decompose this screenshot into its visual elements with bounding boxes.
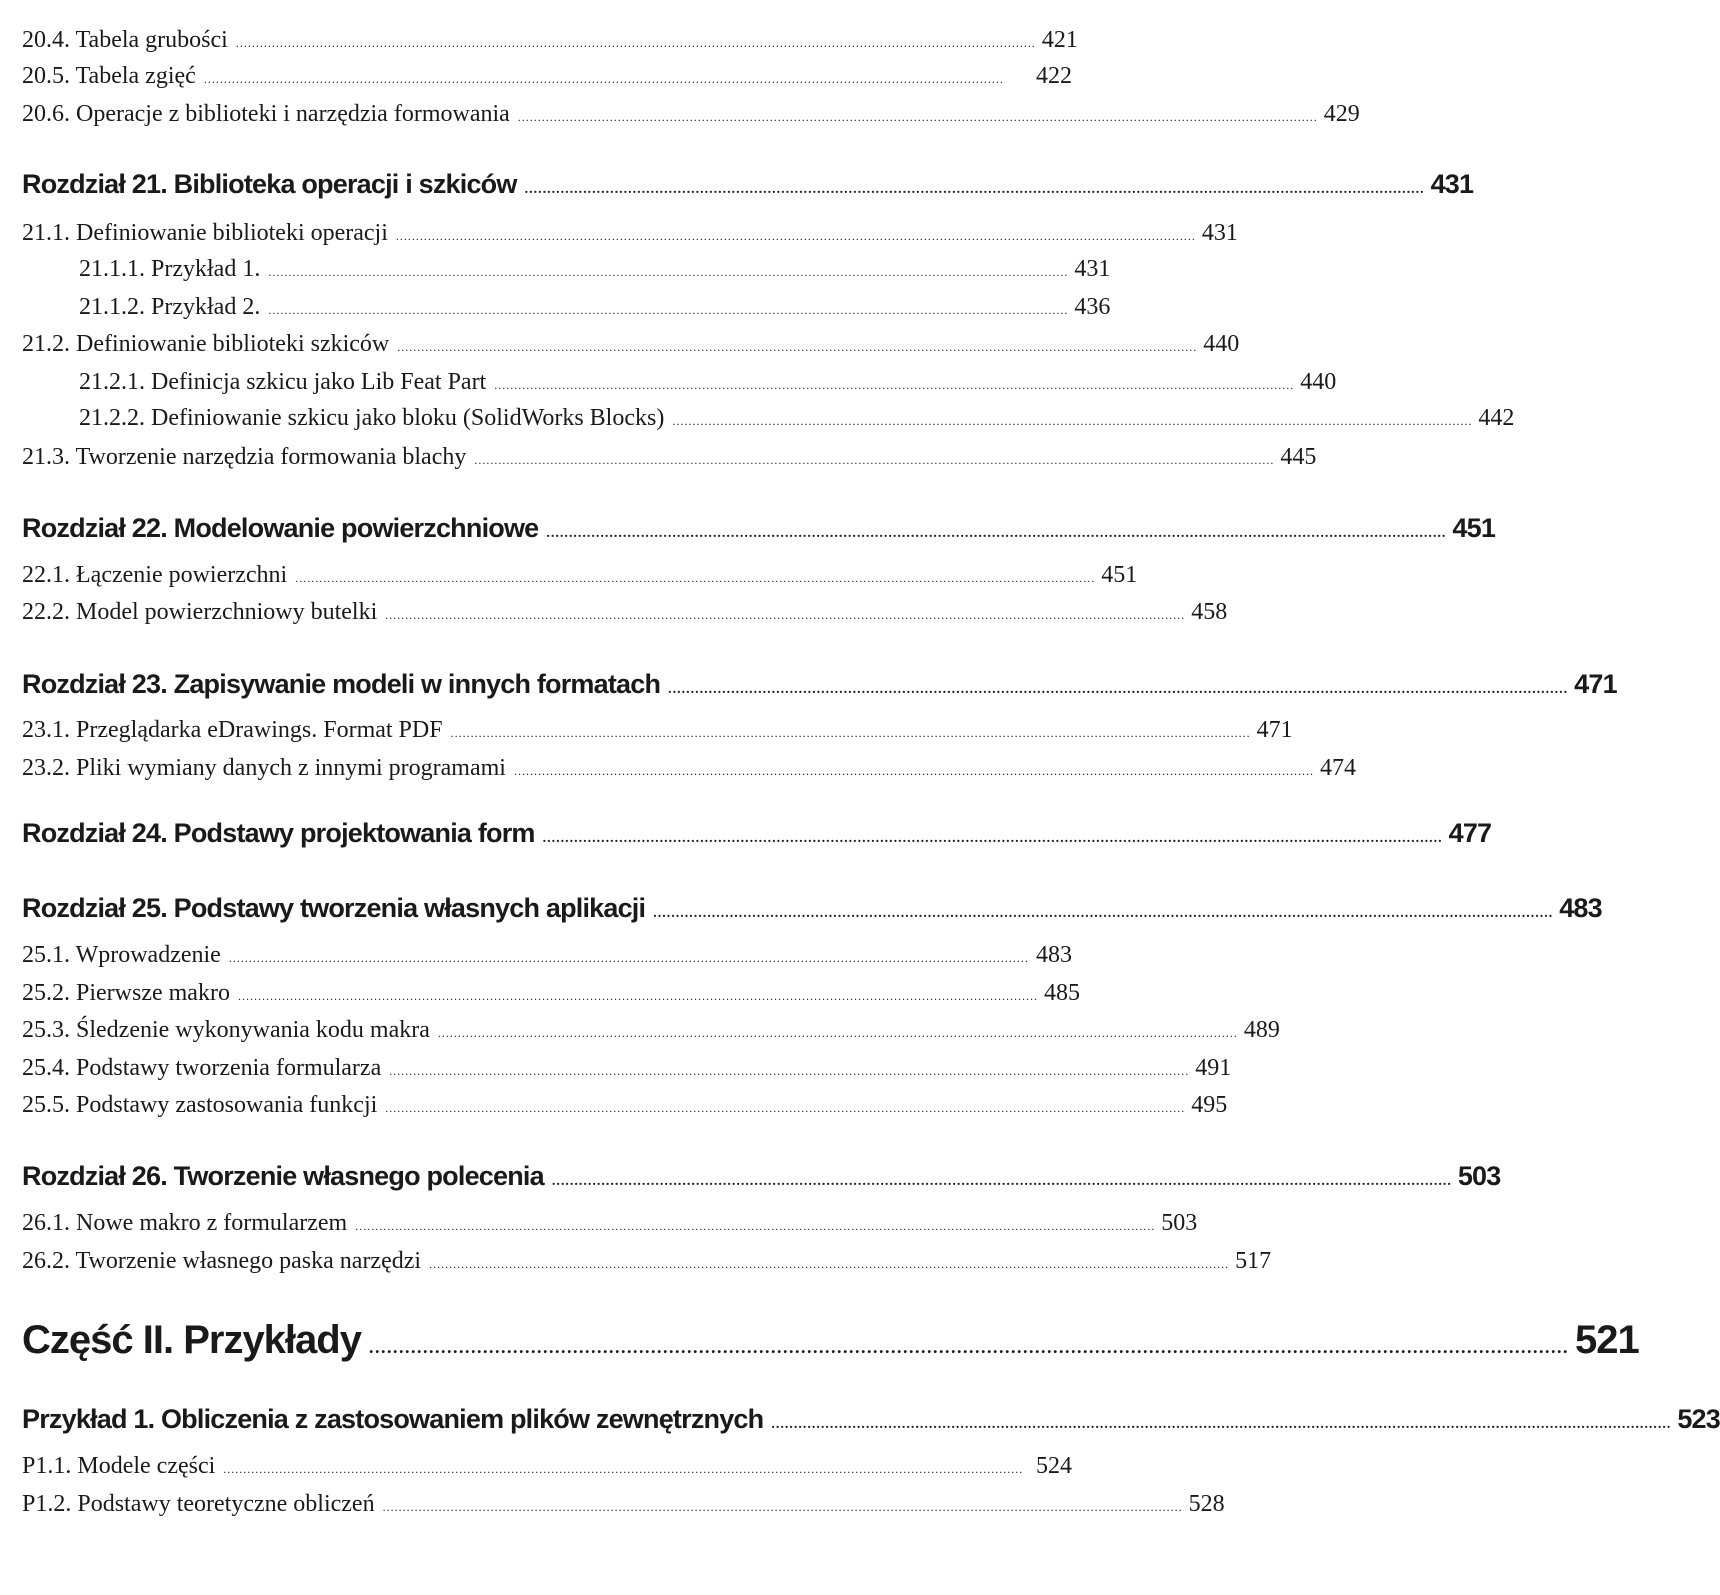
toc-chapter-title: Rozdział 23. Zapisywanie modeli w innych formatach (22, 669, 661, 699)
toc-entry-title: 25.4. Podstawy tworzenia formularza (22, 1055, 382, 1081)
dot-leader: ........................................................................................................................................................................................................ (235, 36, 1036, 50)
toc-entry-title: 21.2.1. Definicja szkicu jako Lib Feat Part (79, 369, 487, 395)
toc-entry-page: 445 (1280, 444, 1317, 470)
toc-entry-page: 429 (1323, 101, 1360, 127)
toc-chapter-page: 523 (1677, 1404, 1720, 1434)
toc-entry-title: 21.3. Tworzenie narzędzia formowania blachy (22, 444, 467, 470)
toc-chapter-title: Rozdział 24. Podstawy projektowania form (22, 818, 535, 848)
toc-chapter-25 (22, 893, 1602, 924)
dot-leader: ........................................................................................................................................................................................................ (546, 526, 1447, 541)
toc-entry-title: 21.1.1. Przykład 1. (79, 256, 261, 282)
toc-entry-page: 474 (1319, 755, 1356, 781)
dot-leader: ........................................................................................................................................................................................................ (368, 1337, 1569, 1357)
toc-entry-title: P1.1. Modele części (22, 1453, 216, 1479)
dot-leader: ........................................................................................................................................................................................................ (228, 951, 1029, 965)
toc-entry-page: 528 (1188, 1491, 1225, 1517)
toc-entry-page: 489 (1243, 1017, 1280, 1043)
toc-chapter-title: Przykład 1. Obliczenia z zastosowaniem plików zewnętrznych (22, 1404, 764, 1434)
toc-entry-page: 517 (1235, 1248, 1272, 1274)
toc-entry-title: 21.2.2. Definiowanie szkicu jako bloku (SolidWorks Blocks) (79, 405, 665, 431)
toc-chapter-page: 477 (1448, 818, 1492, 848)
toc-entry-section (22, 1248, 1272, 1275)
toc-entry-title: 21.2. Definiowanie biblioteki szkiców (22, 331, 390, 357)
toc-entry-page: 440 (1300, 369, 1337, 395)
toc-entry-page: 503 (1161, 1210, 1198, 1236)
toc-entry-page: 442 (1478, 405, 1515, 431)
toc-entry-page: 436 (1074, 294, 1111, 320)
toc-entry-section (22, 599, 1228, 626)
dot-leader: ........................................................................................................................................................................................................ (395, 229, 1196, 243)
toc-entry-page: 458 (1191, 599, 1228, 625)
dot-leader: ........................................................................................................................................................................................................ (450, 726, 1251, 740)
toc-entry-title: 23.1. Przeglądarka eDrawings. Format PDF (22, 717, 443, 743)
toc-chapter-page: 483 (1559, 893, 1602, 923)
toc-entry-title: 23.2. Pliki wymiany danych z innymi programami (22, 755, 506, 781)
toc-entry-section (22, 717, 1293, 744)
toc-entry-title: 25.1. Wprowadzenie (22, 942, 221, 968)
dot-leader: ........................................................................................................................................................................................................ (385, 1101, 1186, 1115)
toc-entry-section (22, 1092, 1228, 1119)
dot-leader: ........................................................................................................................................................................................................ (237, 989, 1038, 1003)
toc-part-page: 521 (1574, 1318, 1639, 1362)
toc-entry-section (22, 1453, 1072, 1480)
toc-entry-subsection (79, 405, 1515, 432)
toc-entry-section (22, 1017, 1280, 1044)
dot-leader: ........................................................................................................................................................................................................ (513, 764, 1314, 778)
toc-entry-page: 524 (1036, 1453, 1072, 1479)
dot-leader: ........................................................................................................................................................................................................ (653, 906, 1554, 921)
dot-leader: ........................................................................................................................................................................................................ (474, 453, 1275, 467)
toc-entry-section (22, 942, 1072, 969)
toc-entry-title: 25.2. Pierwsze makro (22, 980, 230, 1006)
toc-entry-title: P1.2. Podstawy teoretyczne obliczeń (22, 1491, 375, 1517)
dot-leader: ........................................................................................................................................................................................................ (429, 1257, 1230, 1271)
dot-leader: ........................................................................................................................................................................................................ (385, 608, 1186, 622)
dot-leader: ........................................................................................................................................................................................................ (542, 831, 1443, 846)
toc-entry-section (22, 1210, 1198, 1237)
toc-entry-section (22, 331, 1240, 358)
toc-chapter-23 (22, 669, 1617, 700)
dot-leader: ........................................................................................................................................................................................................ (668, 682, 1569, 697)
toc-entry-title: 25.5. Podstawy zastosowania funkcji (22, 1092, 378, 1118)
toc-entry-title: 20.6. Operacje z biblioteki i narzędzia formowania (22, 101, 510, 127)
toc-entry-title: 22.2. Model powierzchniowy butelki (22, 599, 378, 625)
toc-chapter-page: 431 (1430, 169, 1474, 199)
toc-entry-page: 495 (1191, 1092, 1228, 1118)
toc-entry-section (22, 980, 1080, 1007)
toc-entry-section (22, 220, 1238, 247)
toc-chapter-24 (22, 818, 1492, 849)
toc-entry-section (22, 63, 1072, 90)
toc-entry-section (22, 444, 1317, 471)
toc-entry-page: 451 (1101, 562, 1138, 588)
toc-entry-title: 26.2. Tworzenie własnego paska narzędzi (22, 1248, 422, 1274)
toc-entry-section (22, 1055, 1232, 1082)
dot-leader: ........................................................................................................................................................................................................ (437, 1026, 1238, 1040)
toc-entry-page: 485 (1043, 980, 1080, 1006)
toc-entry-title: 20.5. Tabela zgięć (22, 63, 196, 89)
toc-entry-section (22, 562, 1138, 589)
toc-entry-page: 431 (1074, 256, 1111, 282)
dot-leader: ........................................................................................................................................................................................................ (268, 303, 1069, 317)
toc-entry-page: 422 (1036, 63, 1072, 89)
dot-leader: ........................................................................................................................................................................................................ (295, 571, 1096, 585)
toc-entry-page: 491 (1195, 1055, 1232, 1081)
dot-leader: ........................................................................................................................................................................................................ (771, 1417, 1672, 1432)
toc-chapter-title: Rozdział 26. Tworzenie własnego polecenia (22, 1161, 544, 1191)
toc-chapter-page: 451 (1452, 513, 1496, 543)
dot-leader: ........................................................................................................................................................................................................ (397, 340, 1198, 354)
dot-leader: ........................................................................................................................................................................................................ (494, 378, 1295, 392)
toc-chapter-title: Rozdział 21. Biblioteka operacji i szkiców (22, 169, 517, 199)
toc-entry-subsection (79, 294, 1111, 321)
dot-leader: ........................................................................................................................................................................................................ (382, 1500, 1183, 1514)
toc-entry-title: 22.1. Łączenie powierzchni (22, 562, 288, 588)
toc-part-title: Część II. Przykłady (22, 1318, 361, 1362)
toc-entry-title: 21.1. Definiowanie biblioteki operacji (22, 220, 388, 246)
toc-entry-page: 483 (1036, 942, 1072, 968)
toc-entry-title: 21.1.2. Przykład 2. (79, 294, 261, 320)
toc-chapter-26 (22, 1161, 1501, 1192)
toc-part-2 (22, 1318, 1639, 1363)
dot-leader: ........................................................................................................................................................................................................ (223, 1462, 1024, 1476)
dot-leader: ........................................................................................................................................................................................................ (355, 1219, 1156, 1233)
dot-leader: ........................................................................................................................................................................................................ (551, 1174, 1452, 1189)
toc-chapter-page: 503 (1457, 1161, 1501, 1191)
toc-entry-title: 25.3. Śledzenie wykonywania kodu makra (22, 1017, 430, 1043)
toc-entry-page: 421 (1041, 27, 1078, 53)
toc-example-1 (22, 1404, 1720, 1435)
toc-entry-page: 471 (1256, 717, 1293, 743)
toc-chapter-22 (22, 513, 1496, 544)
dot-leader: ........................................................................................................................................................................................................ (517, 110, 1318, 124)
toc-chapter-page: 471 (1574, 669, 1617, 699)
dot-leader: ........................................................................................................................................................................................................ (524, 182, 1425, 197)
toc-entry-section (22, 755, 1356, 782)
toc-entry-section (22, 1491, 1225, 1518)
toc-entry-section (22, 101, 1360, 128)
toc-entry-page: 440 (1203, 331, 1240, 357)
dot-leader: ........................................................................................................................................................................................................ (672, 414, 1473, 428)
toc-entry-subsection (79, 256, 1111, 283)
toc-entry-section (22, 27, 1078, 54)
dot-leader: ........................................................................................................................................................................................................ (203, 72, 1004, 86)
toc-chapter-title: Rozdział 25. Podstawy tworzenia własnych aplikacji (22, 893, 646, 923)
toc-chapter-title: Rozdział 22. Modelowanie powierzchniowe (22, 513, 539, 543)
dot-leader: ........................................................................................................................................................................................................ (268, 265, 1069, 279)
toc-entry-page: 431 (1201, 220, 1238, 246)
toc-chapter-21 (22, 169, 1474, 200)
dot-leader: ........................................................................................................................................................................................................ (389, 1064, 1190, 1078)
toc-entry-subsection (79, 369, 1337, 396)
toc-entry-title: 20.4. Tabela grubości (22, 27, 228, 53)
toc-entry-title: 26.1. Nowe makro z formularzem (22, 1210, 348, 1236)
